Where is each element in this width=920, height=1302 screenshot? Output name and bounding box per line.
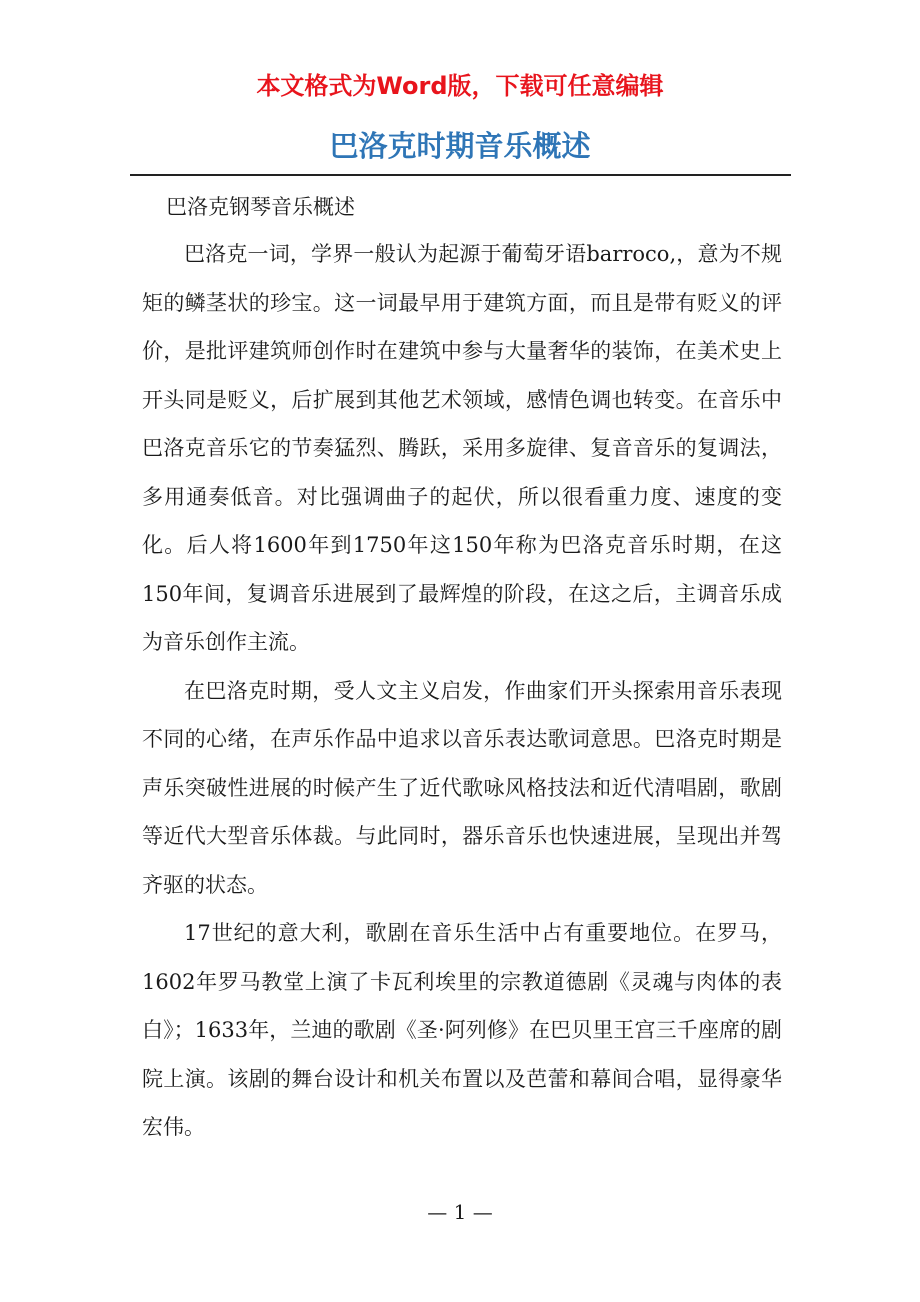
paragraph-1: 巴洛克一词，学界一般认为起源于葡萄牙语barroco,，意为不规矩的鳞茎状的珍宝。这一词最早用于建筑方面，而且是带有贬义的评价，是批评建筑师创作时在建筑中参与大量奢华的装饰，在美术史上开头同是贬义，后扩展到其他艺术领域，感情色调也转变。在音乐中巴洛克音乐它的节奏猛烈、腾跃，采用多旋律、复音音乐的复调法，多用通奏低音。对比强调曲子的起伏，所以很看重力度、速度的变化。后人将1600年到1750年这150年称为巴洛克音乐时期，在这150年间，复调音乐进展到了最辉煌的阶段，在这之后，主调音乐成为音乐创作主流。 xyxy=(142,242,782,654)
download-banner: 本文格式为Word版，下载可任意编辑 xyxy=(256,72,664,100)
page-number: — 1 — xyxy=(427,1200,493,1224)
paragraph-3: 17世纪的意大利，歌剧在音乐生活中占有重要地位。在罗马，1602年罗马教堂上演了卡瓦利埃里的宗教道德剧《灵魂与肉体的表白》；1633年，兰迪的歌剧《圣·阿列修》在巴贝里王宫三千座席的剧院上演。该剧的舞台设计和机关布置以及芭蕾和幕间合唱，显得豪华宏伟。 xyxy=(142,921,782,1139)
title-divider xyxy=(130,174,791,176)
document-title: 巴洛克时期音乐概述 xyxy=(329,129,591,163)
paragraph-2: 在巴洛克时期，受人文主义启发，作曲家们开头探索用音乐表现不同的心绪，在声乐作品中追求以音乐表达歌词意思。巴洛克时期是声乐突破性进展的时候产生了近代歌咏风格技法和近代清唱剧，歌剧等近代大型音乐体裁。与此同时，器乐音乐也快速进展，呈现出并驾齐驱的状态。 xyxy=(142,678,782,897)
document-body xyxy=(142,230,782,1152)
document-subtitle: 巴洛克钢琴音乐概述 xyxy=(166,195,355,219)
